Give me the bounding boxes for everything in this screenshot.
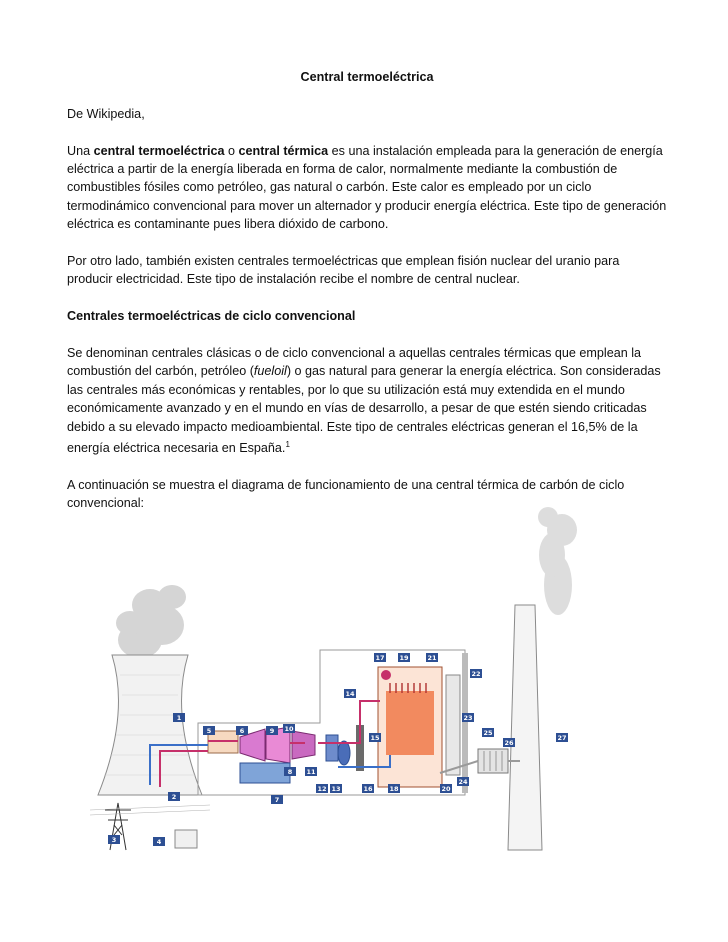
deaerator: [338, 741, 350, 765]
label-22: 22: [471, 670, 481, 678]
chimney: [508, 605, 542, 850]
text-content: [67, 68, 667, 513]
label-8: 8: [287, 768, 293, 776]
chimney-smoke: [538, 507, 577, 615]
nuclear-paragraph: Por otro lado, también existen centrales termoeléctricas que emplean fisión nuclear del uranio para producir electricidad. Este tipo de instalación recibe el nombre de central nuclear.: [67, 254, 620, 287]
label-3: 3: [111, 836, 117, 844]
intro-paragraph: Una central termoeléctrica o central térmica es una instalación empleada para la generación de energía eléctrica a partir de la energía liberada en forma de calor, normalmente mediante la combustión de combustibles fósiles como petróleo, gas natural o carbón. Este calor es empleado por un ciclo termodinámico convencional para mover un alternador y producir energía eléctrica. Este tipo de generación eléctrica es contaminante pues libera dióxido de carbono.: [67, 143, 667, 232]
label-1: 1: [176, 714, 182, 722]
air-preheater: [446, 675, 460, 775]
furnace: [386, 691, 434, 755]
label-23: 23: [463, 714, 473, 722]
label-5: 5: [206, 727, 212, 735]
label-17: 17: [375, 654, 385, 662]
source-line: De Wikipedia,: [67, 106, 145, 121]
steam-drum: [381, 670, 391, 680]
document-title: Central termoeléctrica: [300, 70, 434, 84]
label-21: 21: [427, 654, 437, 662]
label-16: 16: [363, 785, 373, 793]
cooling-tower-steam: [116, 585, 186, 658]
label-4: 4: [156, 838, 162, 846]
label-13: 13: [331, 785, 341, 793]
label-14: 14: [345, 690, 355, 698]
label-20: 20: [441, 785, 451, 793]
label-26: 26: [504, 739, 514, 747]
label-25: 25: [483, 729, 493, 737]
label-27: 27: [557, 734, 567, 742]
label-12: 12: [317, 785, 327, 793]
label-10: 10: [284, 725, 294, 733]
conventional-paragraph: Se denominan centrales clásicas o de ciclo convencional a aquellas centrales térmicas que emplean la combustión del carbón, petróleo (fueloil) o gas natural para generar la energía eléctrica. Son consideradas las centrales más económicas y rentables, por lo que su utilización está muy extendida en el mundo económicamente avanzado y en el mundo en vías de desarrollo, a pesar de que estén siendo criticadas debido a su elevado impacto medioambiental. Este tipo de centrales eléctricas generan el 16,5% de la energía eléctrica necesaria en España.$^1$: [67, 346, 661, 456]
label-19: 19: [399, 654, 409, 662]
fueloil-term: fueloil: [253, 364, 287, 379]
label-2: 2: [171, 793, 177, 801]
section-heading: Centrales termoeléctricas de ciclo convencional: [67, 309, 356, 324]
label-9: 9: [269, 727, 275, 735]
precipitator: [478, 749, 508, 773]
label-15: 15: [370, 734, 380, 742]
condenser-bank: [240, 763, 290, 783]
term-central-termoelectrica: central termoeléctrica: [93, 143, 225, 158]
term-central-termica: central térmica: [238, 143, 329, 158]
power-plant-diagram: [90, 505, 710, 855]
footnote-marker: 1: [285, 440, 290, 450]
label-24: 24: [458, 778, 468, 786]
label-6: 6: [239, 727, 245, 735]
label-7: 7: [274, 796, 280, 804]
label-11: 11: [306, 768, 316, 776]
transformer: [175, 830, 197, 848]
label-18: 18: [389, 785, 399, 793]
diagram-intro: A continuación se muestra el diagrama de funcionamiento de una central térmica de carbón de ciclo convencional:: [67, 478, 625, 511]
